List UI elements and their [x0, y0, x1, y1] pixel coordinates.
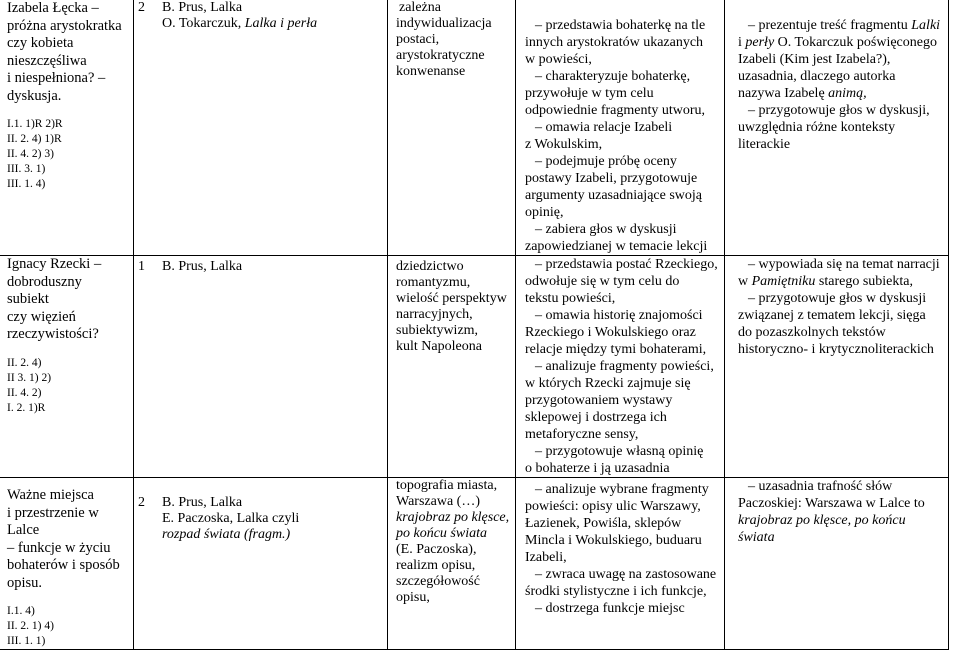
reading-item: B. Prus, Lalka — [162, 495, 243, 510]
topic-line: – funkcje w życiu — [7, 539, 111, 556]
terms-line: arystokratyczne — [396, 48, 485, 63]
topic-line: Izabela Łęcka – — [7, 0, 99, 16]
activity-line: – analizuje fragmenty powieści, — [525, 358, 720, 375]
outcome-line: uzasadnia, dlaczego autorka — [738, 69, 896, 84]
activity-line: innych arystokratów ukazanych — [525, 35, 704, 50]
outcome-line: krajobraz po klęsce, po końcu — [738, 513, 906, 528]
terms-line: po końcu świata — [396, 526, 487, 541]
reading-item: B. Prus, Lalka — [162, 0, 243, 15]
terms-line: subiektywizm, — [396, 323, 479, 338]
activities-cell — [516, 256, 725, 478]
topic-line: nieszczęśliwa — [7, 52, 87, 69]
outcome-line: – wypowiada się na temat narracji — [738, 256, 944, 273]
outcome-line: historyczno- i krytycznoliterackich — [738, 342, 934, 357]
activity-line: – zwraca uwagę na zastosowane — [525, 566, 720, 583]
terms-cell — [388, 478, 516, 650]
activity-line: – przedstawia postać Rzeckiego, — [525, 256, 720, 273]
activity-line: odwołuje się w tym celu do — [525, 274, 680, 289]
hours-readings-cell — [134, 256, 388, 478]
outcome-line: świata — [738, 530, 775, 545]
activity-line: – dostrzega funkcje miejsc — [525, 600, 720, 617]
outcome-line: Izabeli (Kim jest Izabela?), — [738, 52, 891, 67]
outcome-line: w Pamiętniku starego subiekta, — [738, 274, 913, 289]
activity-line: w których Rzecki zajmuje się — [525, 376, 691, 391]
outcome-line: literackie — [738, 137, 791, 152]
activity-line: opinię, — [525, 205, 564, 220]
terms-line: opisu, — [396, 590, 430, 605]
topic-line: Ignacy Rzecki – — [7, 256, 102, 272]
topic-line: bohaterów i sposób — [7, 557, 120, 573]
activity-line: tekstu powieści, — [525, 291, 616, 306]
outcome-line: – prezentuje treść fragmentu Lalki — [738, 17, 944, 34]
terms-line: kult Napoleona — [396, 339, 482, 354]
terms-line: indywidualizacja — [396, 16, 492, 31]
activity-line: – podejmuje próbę oceny — [525, 153, 720, 170]
outcome-line: – uzasadnia trafność słów — [738, 478, 944, 495]
table-row — [0, 0, 949, 256]
topic-line: i niespełniona? – — [7, 70, 106, 86]
activity-line: o bohaterze i ją uzasadnia — [525, 461, 670, 476]
activity-line: Łazienek, Powiśla, sklepów — [525, 516, 682, 531]
activity-line: Mincla i Wokulskiego, buduaru — [525, 533, 702, 548]
outcome-line: do pozaszkolnych tekstów — [738, 325, 886, 340]
activity-line: – charakteryzuje bohaterkę, — [525, 68, 720, 85]
topic-line: czy kobieta — [7, 35, 74, 51]
activity-line: metaforyczne sensy, — [525, 427, 639, 442]
topic-line: opisu. — [7, 574, 43, 591]
terms-cell — [388, 0, 516, 256]
hours-count: 2 — [138, 0, 145, 15]
topic-line: próżna arystokratka — [7, 17, 122, 34]
activity-line: argumenty uzasadniające swoją — [525, 188, 703, 203]
outcomes-cell — [725, 478, 949, 650]
reading-item: rozpad świata (fragm.) — [162, 527, 291, 542]
hours-readings-cell — [134, 0, 388, 256]
terms-line: wielość perspektyw — [396, 291, 507, 306]
terms-line: romantyzmu, — [396, 275, 471, 290]
activity-line: zapowiedzianej w temacie lekcji — [525, 239, 708, 254]
activity-line: – analizuje wybrane fragmenty — [525, 481, 720, 498]
activity-line: środki stylistyczne i ich funkcje, — [525, 584, 707, 599]
activity-line: przywołuje w tym celu — [525, 86, 654, 101]
topic-line: Ważne miejsca — [7, 487, 94, 503]
activity-line: sklepowej i dostrzega ich — [525, 410, 667, 425]
outcome-line: związanej z tematem lekcji, sięga — [738, 308, 926, 323]
terms-line: postaci, — [396, 32, 440, 47]
curriculum-codes: I.1. 1)R 2)R II. 2. 4) 1)R II. 4. 2) 3) III. 3. 1) III. 1. 4) — [7, 118, 63, 190]
activity-line: – omawia relacje Izabeli — [525, 119, 720, 136]
topic-line: i przestrzenie w Lalce — [7, 504, 99, 538]
terms-line: Warszawa (…) — [396, 494, 480, 509]
topic-cell — [0, 0, 134, 256]
topic-line: dyskusja. — [7, 87, 62, 104]
outcome-line: uwzględnia różne konteksty — [738, 120, 896, 135]
table-row — [0, 256, 949, 478]
terms-line: szczegółowość — [396, 574, 480, 589]
activity-line: postawy Izabeli, przygotowuje — [525, 171, 698, 186]
terms-line: dziedzictwo — [396, 259, 464, 274]
terms-line: (E. Paczoska), — [396, 542, 477, 557]
terms-line: topografia miasta, — [396, 478, 498, 493]
activities-cell — [516, 0, 725, 256]
outcomes-cell — [725, 0, 949, 256]
outcome-line: – przygotowuje głos w dyskusji — [738, 290, 944, 307]
outcome-line: – przygotowuje głos w dyskusji, — [738, 102, 944, 119]
outcome-line: i perły O. Tokarczuk poświęconego — [738, 35, 937, 50]
activity-line: – przedstawia bohaterkę na tle — [525, 17, 720, 34]
activity-line: – zabiera głos w dyskusji — [525, 221, 720, 238]
hours-readings-cell — [134, 478, 388, 650]
outcome-line: Paczoskiej: Warszawa w Lalce to — [738, 496, 925, 511]
topic-line: czy więzień — [7, 308, 76, 325]
topic-line: rzeczywistości? — [7, 326, 99, 342]
activity-line: – omawia historię znajomości — [525, 307, 720, 324]
terms-line: zależna — [399, 0, 441, 15]
table-row — [0, 478, 949, 650]
hours-count: 1 — [138, 259, 145, 274]
terms-line: narracyjnych, — [396, 307, 473, 322]
reading-item: O. Tokarczuk, Lalka i perła — [162, 16, 318, 31]
reading-item: E. Paczoska, Lalka czyli — [162, 511, 300, 526]
topic-line: dobroduszny subiekt — [7, 273, 82, 307]
outcome-line: nazywa Izabelę animą, — [738, 86, 867, 101]
activity-line: Rzeckiego i Wokulskiego oraz — [525, 325, 696, 340]
reading-item: B. Prus, Lalka — [162, 259, 243, 274]
topic-cell — [0, 256, 134, 478]
terms-line: krajobraz po klęsce, — [396, 510, 510, 525]
outcomes-cell — [725, 256, 949, 478]
activity-line: Izabeli, — [525, 550, 567, 565]
activity-line: relacje między tymi bohaterami, — [525, 342, 707, 357]
hours-count: 2 — [138, 495, 145, 510]
activity-line: w powieści, — [525, 52, 592, 67]
terms-line: konwenanse — [396, 64, 466, 79]
activity-line: powieści: opisy ulic Warszawy, — [525, 499, 701, 514]
activity-line: przygotowaniem wystawy — [525, 393, 673, 408]
activity-line: z Wokulskim, — [525, 137, 603, 152]
topic-cell — [0, 478, 134, 650]
terms-cell — [388, 256, 516, 478]
curriculum-codes: I.1. 4) II. 2. 1) 4) III. 1. 1) — [7, 605, 54, 647]
terms-line: realizm opisu, — [396, 558, 476, 573]
curriculum-codes: II. 2. 4) II 3. 1) 2) II. 4. 2) I. 2. 1)R — [7, 356, 52, 414]
activities-cell — [516, 478, 725, 650]
activity-line: – przygotowuje własną opinię — [525, 443, 720, 460]
activity-line: odpowiednie fragmenty utworu, — [525, 103, 706, 118]
